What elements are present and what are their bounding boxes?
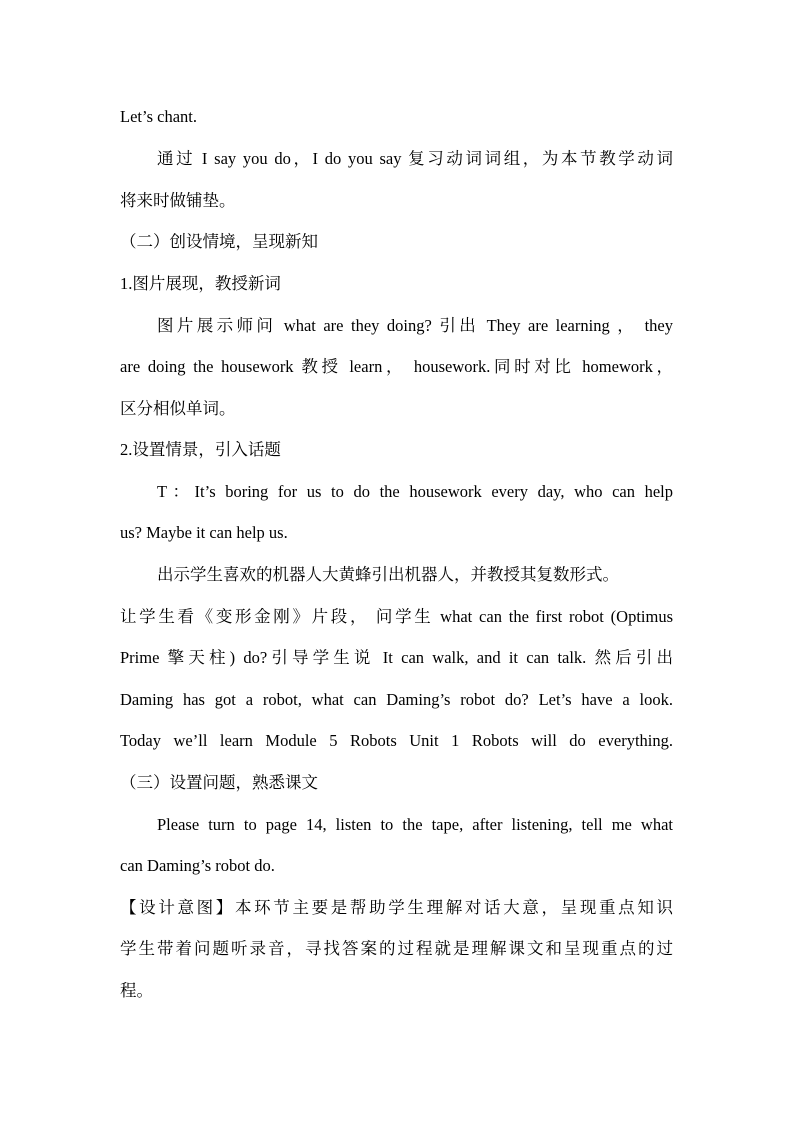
text-line: 区分相似单词。: [120, 399, 236, 418]
text-line: 通过 I say you do，I do you say 复习动词词组，为本节教学动词: [157, 149, 673, 168]
text-line: 让学生看《变形金刚》片段， 问学生 what can the first robot (Optimus: [120, 607, 673, 626]
subsection-heading: 1.图片展现，教授新词: [120, 274, 281, 293]
text-line: Prime 擎天柱) do?引导学生说 It can walk, and it can talk. 然后引出: [120, 648, 673, 667]
text-line: 学生带着问题听录音，寻找答案的过程就是理解课文和呈现重点的过: [120, 939, 673, 958]
text-line: can Daming’s robot do.: [120, 856, 275, 875]
text-line: T：It’s boring for us to do the housework every day, who can help: [157, 482, 673, 501]
subsection-heading: 2.设置情景，引入话题: [120, 440, 281, 459]
text-line: 出示学生喜欢的机器人大黄蜂引出机器人，并教授其复数形式。: [157, 565, 619, 584]
text-line: are doing the housework 教授 learn， housework.同时对比 homework，: [120, 357, 673, 376]
text-line: 图片展示师问 what are they doing? 引出 They are learning ， they: [157, 316, 673, 335]
section-heading: （三）设置问题，熟悉课文: [120, 773, 318, 792]
text-line: Today we’ll learn Module 5 Robots Unit 1 Robots will do everything.: [120, 731, 673, 750]
text-line: 【设计意图】本环节主要是帮助学生理解对话大意，呈现重点知识: [120, 898, 673, 917]
text-line: Please turn to page 14, listen to the tape, after listening, tell me what: [157, 815, 673, 834]
text-line: 程。: [120, 981, 153, 1000]
text-line: Let’s chant.: [120, 107, 197, 126]
text-line: us? Maybe it can help us.: [120, 523, 288, 542]
text-line: 将来时做铺垫。: [120, 191, 236, 210]
text-line: Daming has got a robot, what can Daming’s robot do? Let’s have a look.: [120, 690, 673, 709]
section-heading: （二）创设情境，呈现新知: [120, 232, 318, 251]
